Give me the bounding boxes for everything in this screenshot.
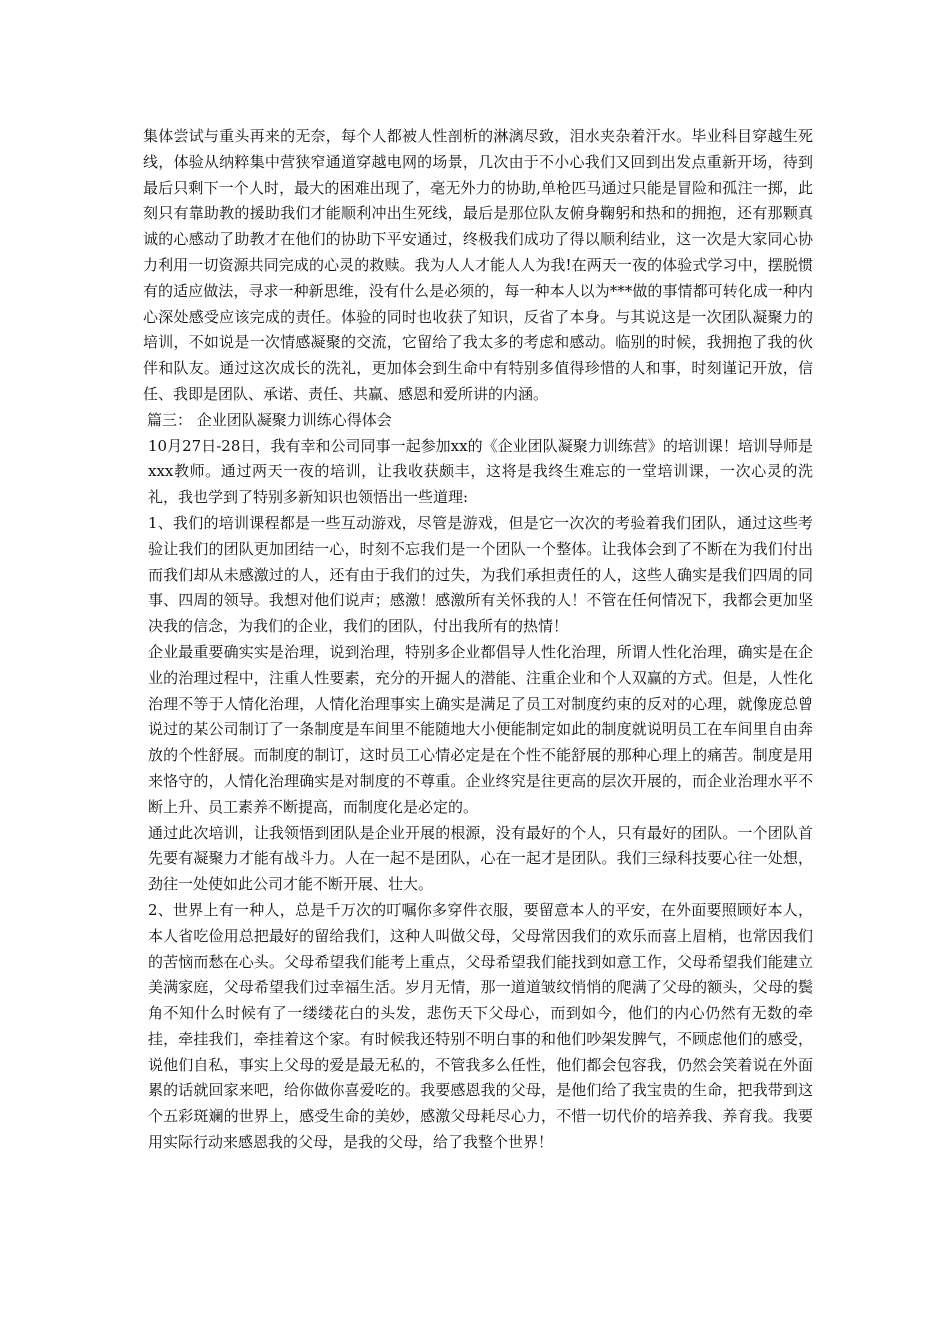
paragraph-intro: 10月27日-28日，我有幸和公司同事一起参加xx的《企业团队凝聚力训练营》的培训课！培训导师是xxx教师。通过两天一夜的培训，让我收获颇丰，这将是我终生难忘的一堂培训课，一次心灵的洗礼，我也学到了特别多新知识也领悟出一些道理:: [148, 436, 813, 507]
paragraph-1: 集体尝试与重头再来的无奈，每个人都被人性剖析的淋漓尽致，泪水夹杂着汗水。毕业科目穿越生死线，体验从纳粹集中营狭窄通道穿越电网的场景，几次由于不小心我们又回到出发点重新开场，待到最后只剩下一个人时，最大的困难出现了，毫无外力的协助,单枪匹马通过只能是冒险和孤注一掷，此刻只有靠助教的援助我们才能顺利冲出生死线，最后是那位队友俯身鞠躬和热和的拥抱，还有那颗真诚的心感动了助教才在他们的协助下平安通过，终极我们成功了得以顺利结业，这一次是大家同心协力利用一切资源共同完成的心灵的救赎。我为人人才能人人为我!在两天一夜的体验式学习中，摆脱惯有的适应做法，寻求一种新思维，没有什么是必须的，每一种本人以为***做的事情都可转化成一种内心深处感受应该完成的责任。体验的同时也收获了知识，反省了本身。与其说这是一次团队凝聚力的培训，不如说是一次情感凝聚的交流，它留给了我太多的考虑和感动。临别的时候，我拥抱了我的伙伴和队友。通过这次成长的洗礼，更加体会到生命中有特别多值得珍惜的人和事，时刻谨记开放，信任、我即是团队、承诺、责任、共赢、感恩和爱所讲的内涵。: [143, 127, 813, 403]
paragraph-management: 企业最重要确实实是治理，说到治理，特别多企业都倡导人性化治理，所谓人性化治理，确实是在企业的治理过程中，注重人性要素，充分的开掘人的潜能、注重企业和个人双赢的方式。但是，人性化治理不等于人情化治理，人情化治理事实上确实是满足了员工对制度约束的反对的心理，就像庞总曾说过的某公司制订了一条制度是车间里不能随地大小便能制定如此的制度就说明员工在车间里自由奔放的个性舒展。而制度的制订，这时员工心情必定是在个性不能舒展的那种心理上的痛苦。制度是用来恪守的，人情化治理确实是对制度的不尊重。企业终究是往更高的层次开展的，而企业治理水平不断上升、员工素养不断提高，而制度化是必定的。: [148, 642, 813, 816]
section-heading: 篇三： 企业团队凝聚力训练心得体会: [147, 410, 392, 429]
document-page: [143, 124, 813, 1156]
paragraph-point-2: 2、世界上有一种人，总是千万次的叮嘱你多穿件衣服，要留意本人的平安，在外面要照顾好本人，本人省吃俭用总把最好的留给我们，这种人叫做父母，父母常因我们的欢乐而喜上眉梢，也常因我们的苦恼而愁在心头。父母希望我们能考上重点，父母希望我们能找到如意工作，父母希望我们能建立美满家庭，父母希望我们过幸福生活。岁月无情，那一道道皱纹悄悄的爬满了父母的额头，父母的鬓角不知什么时候有了一缕缕花白的头发，悲伤天下父母心，而到如今，他们的内心仍然有无数的牵挂，牵挂我们，牵挂着这个家。有时候我还特别不明白事的和他们吵架发脾气，不顾虑他们的感受，说他们自私，事实上父母的爱是最无私的，不管我多么任性，他们都会包容我，仍然会笑着说在外面累的话就回家来吧，给你做你喜爱吃的。我要感恩我的父母，是他们给了我宝贵的生命，把我带到这个五彩斑斓的世界上，感受生命的美妙，感激父母耗尽心力，不惜一切代价的培养我、养育我。我要用实际行动来感恩我的父母，是我的父母，给了我整个世界！: [148, 900, 813, 1152]
paragraph-team: 通过此次培训，让我领悟到团队是企业开展的根源，没有最好的个人，只有最好的团队。一个团队首先要有凝聚力才能有战斗力。人在一起不是团队，心在一起才是团队。我们三绿科技要心往一处想，劲往一处使如此公司才能不断开展、壮大。: [148, 823, 813, 894]
paragraph-point-1: 1、我们的培训课程都是一些互动游戏，尽管是游戏，但是它一次次的考验着我们团队，通过这些考验让我们的团队更加团结一心，时刻不忘我们是一个团队一个整体。让我体会到了不断在为我们付出而我们却从未感激过的人，还有由于我们的过失，为我们承担责任的人，这些人确实是我们四周的同事、四周的领导。我想对他们说声；感激！感激所有关怀我的人！不管在任何情况下，我都会更加坚决我的信念，为我们的企业，我们的团队，付出我所有的热情！: [148, 513, 813, 636]
